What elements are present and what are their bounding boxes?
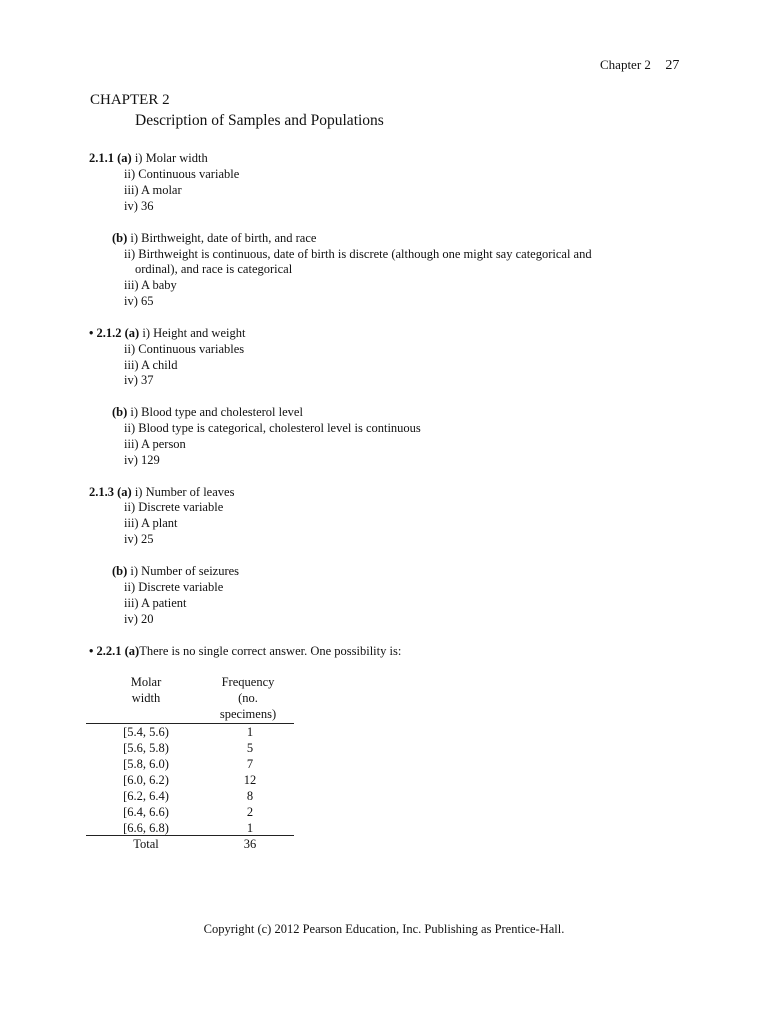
problem-number: 2.1.2 <box>96 326 122 340</box>
part-label: (a) <box>117 485 132 499</box>
table-cell-interval: [5.4, 5.6) <box>123 725 169 739</box>
answer-line: ii) Birthweight is continuous, date of birth is discrete (although one might say categorical and <box>124 247 592 261</box>
answer-line: i) Birthweight, date of birth, and race <box>130 231 317 245</box>
part-label: (a) <box>124 326 140 340</box>
table-cell-interval: [6.4, 6.6) <box>123 805 169 819</box>
problem-2-1-3-b-line <box>112 564 239 579</box>
table-cell-interval: [6.2, 6.4) <box>123 789 169 803</box>
table-cell-interval: [6.6, 6.8) <box>123 821 169 835</box>
table-cell-frequency: 2 <box>246 805 254 819</box>
answer-line: iii) A patient <box>124 596 187 610</box>
answer-line: iv) 37 <box>124 373 154 387</box>
answer-line: iii) A child <box>124 358 178 372</box>
part-label: (b) <box>112 564 128 578</box>
answer-line: i) Number of seizures <box>130 564 240 578</box>
answer-line: iii) A person <box>124 437 186 451</box>
answer-line: i) Blood type and cholesterol level <box>130 405 303 419</box>
answer-line: iv) 129 <box>124 453 160 467</box>
table-cell-frequency: 7 <box>246 757 254 771</box>
answer-line: iii) A molar <box>124 183 182 197</box>
problem-2-2-1-a-line <box>89 644 401 659</box>
table-cell-interval: [6.0, 6.2) <box>123 773 169 787</box>
answer-line: i) Number of leaves <box>134 485 235 499</box>
answer-line: i) Height and weight <box>142 326 246 340</box>
chapter-subtitle: Description of Samples and Populations <box>135 112 384 129</box>
table-cell-interval: [5.6, 5.8) <box>123 741 169 755</box>
problem-2-1-2-b-line <box>112 405 303 420</box>
answer-line: ii) Continuous variable <box>124 167 240 181</box>
table-cell-frequency: 5 <box>246 741 254 755</box>
answer-line: iii) A baby <box>124 278 177 292</box>
table-cell-frequency: 12 <box>243 773 257 787</box>
table-total-label: Total <box>133 837 159 851</box>
answer-line: ii) Continuous variables <box>124 342 245 356</box>
answer-line: ii) Discrete variable <box>124 500 224 514</box>
answer-line: i) Molar width <box>134 151 208 165</box>
table-cell-interval: [5.8, 6.0) <box>123 757 169 771</box>
column-header-molar-width: Molar width <box>130 675 162 705</box>
problem-number: 2.1.3 <box>89 485 114 499</box>
part-label: (b) <box>112 405 128 419</box>
table-cell-frequency: 8 <box>246 789 254 803</box>
chapter-label: Chapter 2 <box>600 57 651 72</box>
bullet: • <box>89 644 94 658</box>
part-label: (b) <box>112 231 128 245</box>
page-number: 27 <box>665 58 680 73</box>
part-label: (a) <box>124 644 140 658</box>
chapter-heading: CHAPTER 2 <box>90 92 170 108</box>
column-header-frequency: Frequency (no. specimens) <box>219 675 277 721</box>
answer-line: iii) A plant <box>124 516 178 530</box>
problem-2-1-3-a-line <box>89 485 234 500</box>
problem-2-1-1-a-line <box>89 151 208 166</box>
problem-number: 2.1.1 <box>89 151 114 165</box>
table-cell-frequency: 1 <box>246 725 254 739</box>
part-label: (a) <box>117 151 132 165</box>
problem-2-1-1-b-line <box>112 231 316 246</box>
problem-2-1-2-a-line <box>89 326 245 341</box>
answer-line: iv) 20 <box>124 612 154 626</box>
bullet: • <box>89 326 94 340</box>
table-total-value: 36 <box>243 837 257 851</box>
running-header <box>600 57 679 74</box>
table-cell-frequency: 1 <box>246 821 254 835</box>
answer-line: ordinal), and race is categorical <box>135 262 293 276</box>
answer-line: ii) Blood type is categorical, cholesterol level is continuous <box>124 421 421 435</box>
answer-line: There is no single correct answer. One possibility is: <box>139 644 402 658</box>
copyright-footer: Copyright (c) 2012 Pearson Education, Inc. Publishing as Prentice-Hall. <box>203 922 565 936</box>
answer-line: iv) 65 <box>124 294 154 308</box>
answer-line: iv) 25 <box>124 532 154 546</box>
answer-line: iv) 36 <box>124 199 154 213</box>
answer-line: ii) Discrete variable <box>124 580 224 594</box>
problem-number: 2.2.1 <box>96 644 122 658</box>
